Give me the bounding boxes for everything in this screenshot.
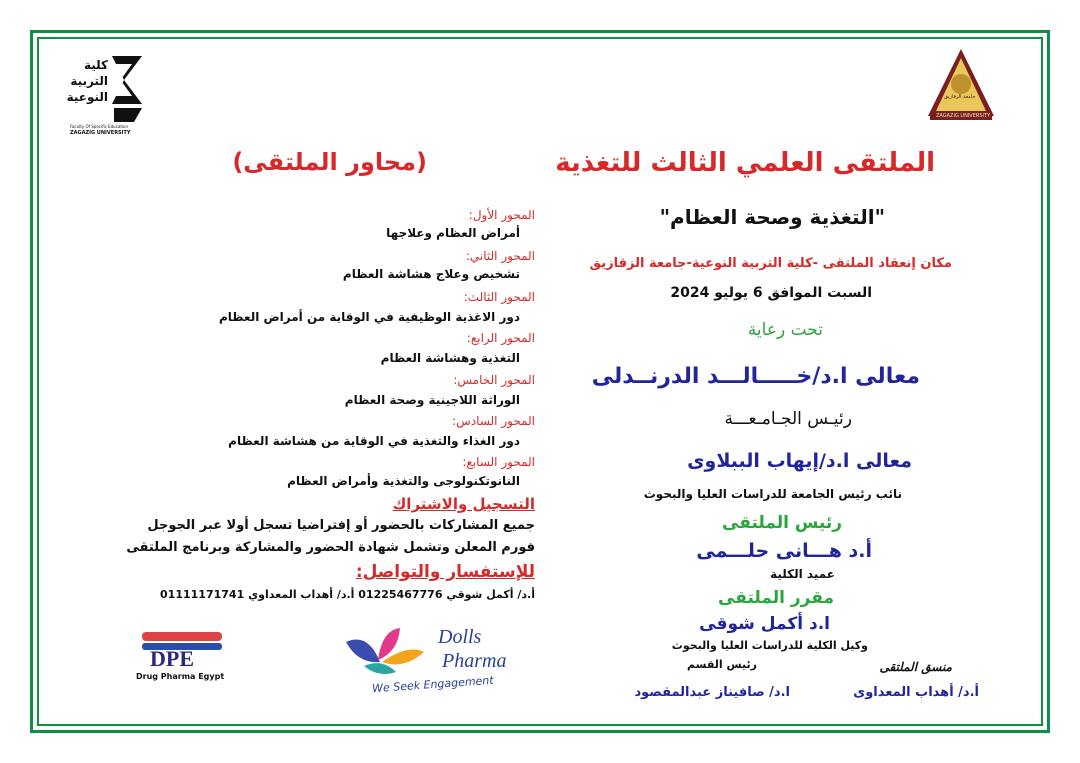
faculty-logo-arabic-2: التربية: [70, 74, 108, 88]
event-venue: مكان إنعقاد الملتقى -كلية التربية النوعية-جامعة الزقازيق: [589, 256, 952, 271]
patronage-label: تحت رعاية: [747, 320, 823, 340]
axis-5-label: المحور الخامس:: [453, 373, 535, 387]
axis-4-text: التغذية وهشاشة العظام: [380, 351, 520, 365]
axis-6-text: دور الغذاء والتغذية في الوقاية من هشاشة العظام: [228, 434, 520, 448]
axis-5-text: الوراثة اللاجينية وصحة العظام: [344, 393, 520, 407]
axis-1-text: أمراض العظام وعلاجها: [386, 226, 520, 240]
patron-name: معالى ا.د/خـــــالـــد الدرنــدلى: [591, 364, 920, 389]
university-logo-arabic: جامعة الزقازيق: [944, 94, 976, 100]
rapporteur-label: مقرر الملتقى: [718, 588, 834, 608]
axis-1-label: المحور الأول:: [468, 208, 535, 222]
registration-title: التسجيل والاشتراك: [392, 495, 535, 513]
dolls-text: Dolls: [438, 626, 482, 648]
event-date: السبت الموافق 6 يوليو 2024: [670, 285, 872, 301]
svg-text:DPE: DPE: [150, 646, 194, 670]
drug-pharma-egypt-logo: [132, 626, 232, 686]
chair-name: أ.د هـــانى حلـــمى: [696, 540, 872, 562]
dpe-emblem-icon: [132, 626, 232, 670]
axes-title: (محاور الملتقى): [232, 148, 427, 176]
axis-3-label: المحور الثالث:: [463, 290, 535, 304]
dolls-pharma-flower-icon: [338, 622, 434, 678]
faculty-logo-arabic-1: كلية: [83, 58, 108, 72]
dept-head-label: رئيس القسم: [687, 658, 757, 671]
chair-title: عميد الكلية: [770, 567, 835, 581]
event-title: الملتقى العلمي الثالث للتغذية: [555, 148, 935, 178]
event-subtitle: "التغذية وصحة العظام": [659, 205, 885, 229]
registration-line-1: جميع المشاركات بالحضور أو إفتراضيا تسجل أولا عبر الجوجل: [147, 518, 535, 533]
axis-2-text: تشخيص وعلاج هشاشة العظام: [342, 267, 520, 281]
vp-title: نائب رئيس الجامعة للدراسات العليا والبحوث: [643, 487, 902, 501]
patron-title: رئيـس الجـامـعـــة: [724, 409, 852, 429]
faculty-logo-english-1: Faculty Of Specific Education: [70, 124, 129, 129]
rapporteur-name: ا.د أكمل شوقى: [699, 614, 830, 634]
faculty-logo-arabic-3: النوعية: [66, 90, 108, 104]
university-logo: [922, 46, 1000, 124]
dpe-caption: Drug Pharma Egypt: [136, 672, 225, 681]
registration-line-2: فورم المعلن وتشمل شهادة الحضور والمشاركة وبرنامج الملتقى: [126, 540, 535, 555]
axis-4-label: المحور الرابع:: [466, 331, 535, 345]
contact-title: للإستفسار والتواصل:: [355, 562, 535, 582]
dolls-tagline: We Seek Engagement: [371, 673, 494, 696]
contact-line: أ.د/ أكمل شوقي 01225467776 أ.د/ أهداب المعداوي 01111171741: [160, 588, 535, 601]
pharma-text: Pharma: [442, 650, 507, 672]
axis-2-label: المحور الثاني:: [465, 249, 535, 263]
coordinator-label: منسق الملتقى: [879, 660, 952, 674]
faculty-logo-english-2: ZAGAZIG UNIVERSITY: [70, 130, 131, 136]
rapporteur-title: وكيل الكلية للدراسات العليا والبحوث: [671, 639, 868, 652]
university-logo-english: ZAGAZIG UNIVERSITY: [936, 113, 991, 119]
faculty-logo: [62, 50, 146, 138]
vp-name: معالى ا.د/إيهاب الببلاوى: [687, 450, 912, 472]
axis-7-text: النانوتكنولوجى والتغذية وأمراض العظام: [287, 474, 520, 488]
coordinator-name: أ.د/ أهداب المعداوى: [853, 685, 979, 700]
axis-7-label: المحور السابع:: [462, 455, 535, 469]
axis-6-label: المحور السادس:: [452, 414, 535, 428]
chair-label: رئيس الملتقى: [722, 513, 842, 533]
dolls-pharma-logo: [338, 622, 518, 698]
axis-3-text: دور الاغذية الوظيفية في الوقاية من أمراض العظام: [218, 310, 520, 324]
dept-head-name: ا.د/ صافيناز عبدالمقصود: [634, 685, 790, 700]
